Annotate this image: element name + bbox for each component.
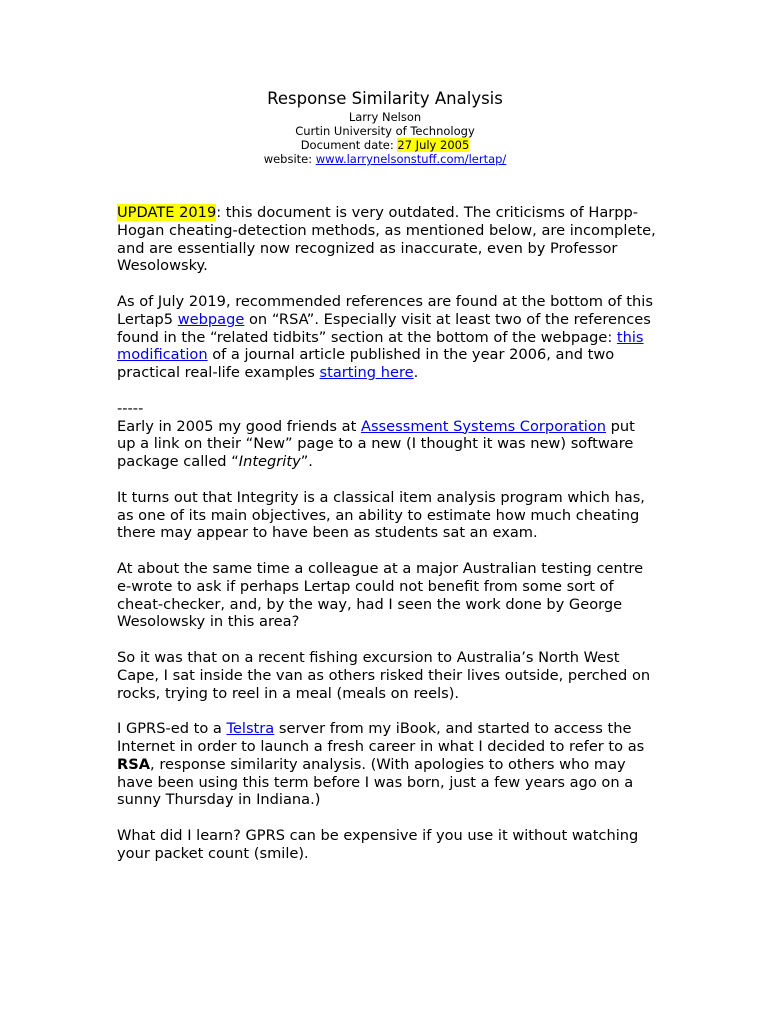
references-paragraph [117,293,657,382]
telstra-link[interactable]: Telstra [226,720,275,738]
affiliation: Curtin University of Technology [295,124,475,138]
fishing-paragraph: So it was that on a recent fishing excursion to Australia’s North West Cape, I sat inside the van as others risked their lives outside, perched on rocks, trying to reel in a meal (meals on reels). [117,648,651,702]
website-line [0,152,770,166]
gprs-paragraph [117,720,657,809]
rsa-term: RSA [117,755,151,773]
document-date-value: 27 July 2005 [397,138,470,152]
references-text-4: . [413,364,419,382]
author-name: Larry Nelson [348,110,422,124]
gprs-text-3: , response similarity analysis. (With apologies to others who may have been using this term before I was born, just a few years ago on a sunny Thursday in Indiana.) [117,755,634,809]
document-date-label: Document date: [300,138,398,152]
document-body [117,204,657,880]
this-modification-link[interactable]: this modification [117,328,644,364]
website-label: website: [263,152,316,166]
gprs-text-2: server from my iBook, and started to access the Internet in order to launch a fresh career in what I decided to refer to as [117,720,645,755]
integrity-intro-paragraph [117,418,657,471]
webpage-link[interactable]: webpage [177,310,245,328]
intro-text-1: Early in 2005 my good friends at [117,417,361,435]
lesson-paragraph: What did I learn? GPRS can be expensive if you use it without watching your packet count (smile). [117,826,639,862]
intro-text-3: ”. [300,453,313,471]
references-text-2: on “RSA”. Especially visit at least two of the references found in the “related tidbits” section at the bottom of the webpage: [117,310,651,346]
update-text: : this document is very outdated. The criticisms of Harpp-Hogan cheating-detection methods, as mentioned below, are incomplete, and are essentially now recognized as inaccurate, even by Professor Wesolowsky. [117,204,656,275]
colleague-paragraph: At about the same time a colleague at a major Australian testing centre e-wrote to ask if perhaps Lertap could not benefit from some sort of cheat-checker, and, by the way, had I seen the work done by George Wesolowsky in this area? [117,559,644,631]
update-paragraph [117,204,657,275]
references-text-1: As of July 2019, recommended references are found at the bottom of this Lertap5 [117,292,653,328]
integrity-paragraph: It turns out that Integrity is a classical item analysis program which has, as one of its main objectives, an ability to estimate how much cheating there may appear to have been as students sat an exam. [117,488,645,542]
integrity-name: Integrity [238,453,301,471]
references-text-3: of a journal article published in the year 2006, and two practical real-life examples [117,346,615,382]
starting-here-link[interactable]: starting here [319,364,414,382]
document-header [0,88,770,166]
gprs-text-1: I GPRS-ed to a [117,720,227,738]
document-title: Response Similarity Analysis [267,89,503,108]
website-link[interactable]: www.larrynelsonstuff.com/lertap/ [315,152,507,166]
document-date [0,138,770,152]
intro-text-2: put up a link on their “New” page to a new (I thought it was new) software package called “ [117,417,635,471]
update-2019-label: UPDATE 2019 [117,204,217,221]
separator-line: ----- [117,399,144,417]
assessment-systems-link[interactable]: Assessment Systems Corporation [360,417,607,435]
